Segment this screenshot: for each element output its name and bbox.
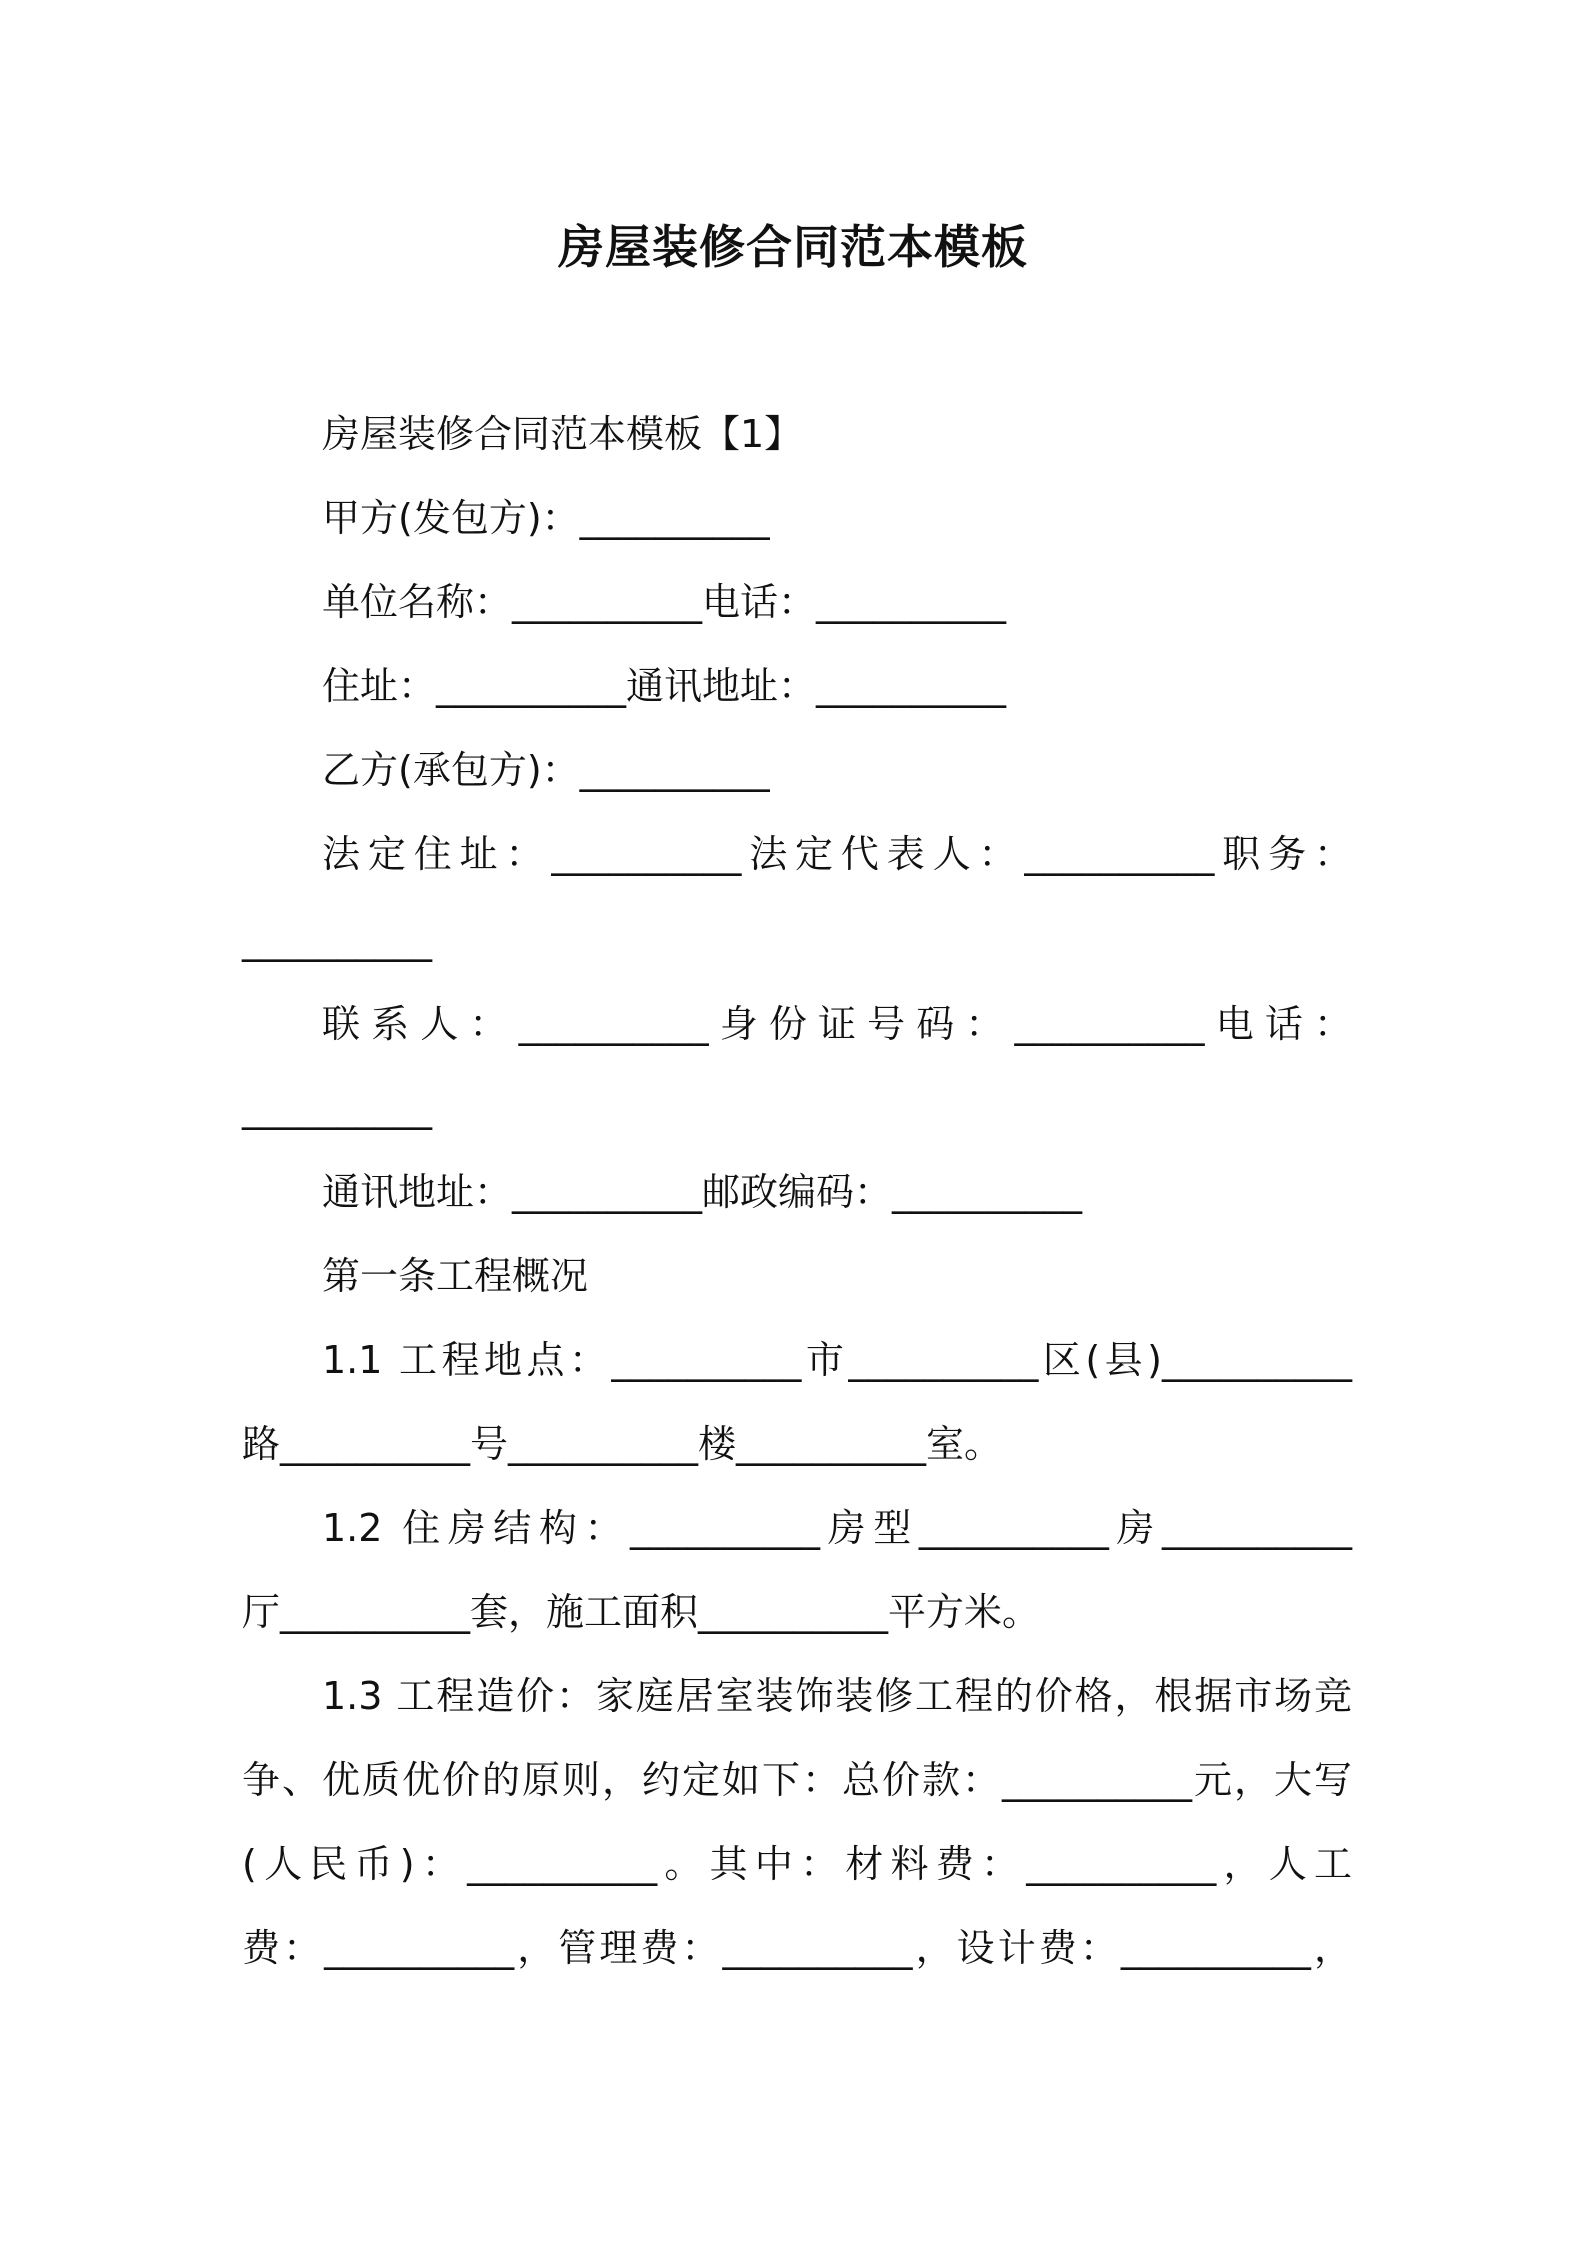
party-b-contact-line: 联系人：__________身份证号码：__________电话： — [322, 1002, 1352, 1046]
party-b-mail-line: 通讯地址：__________邮政编码：__________ — [322, 1170, 1083, 1214]
party-b-legal-line: 法定住址：__________法定代表人：__________职务： — [322, 832, 1352, 876]
party-b-line: 乙方(承包方)：__________ — [322, 748, 770, 792]
party-a-address-line: 住址：__________通讯地址：__________ — [322, 664, 1007, 708]
party-b-position-blank: __________ — [242, 918, 432, 962]
party-a-unit-line: 单位名称：__________电话：__________ — [322, 580, 1007, 624]
clause-1-2-continuation: 厅__________套，施工面积__________平方米。 — [242, 1590, 1041, 1634]
article-one-heading: 第一条工程概况 — [322, 1254, 589, 1298]
clause-1-3-line-2: 争、优质优价的原则，约定如下：总价款：__________元，大写 — [242, 1758, 1352, 1802]
clause-1-3-line: 1.3 工程造价：家庭居室装饰装修工程的价格，根据市场竞 — [322, 1674, 1352, 1718]
party-b-phone-blank: __________ — [242, 1086, 432, 1130]
clause-1-2-line: 1.2 住房结构：__________房型__________房__________ — [322, 1506, 1352, 1550]
clause-1-3-line-3: (人民币)：__________。其中：材料费：__________，人工 — [242, 1842, 1352, 1886]
document-title: 房屋装修合同范本模板 — [558, 220, 1028, 274]
clause-1-3-line-4: 费：__________，管理费：__________，设计费：__________， — [242, 1926, 1352, 1970]
party-a-line: 甲方(发包方)：__________ — [322, 496, 770, 540]
subtitle-line: 房屋装修合同范本模板【1】 — [322, 412, 803, 456]
clause-1-1-line: 1.1 工程地点：__________市__________区(县)__________ — [322, 1338, 1352, 1382]
clause-1-1-continuation: 路__________号__________楼__________室。 — [242, 1422, 1003, 1466]
